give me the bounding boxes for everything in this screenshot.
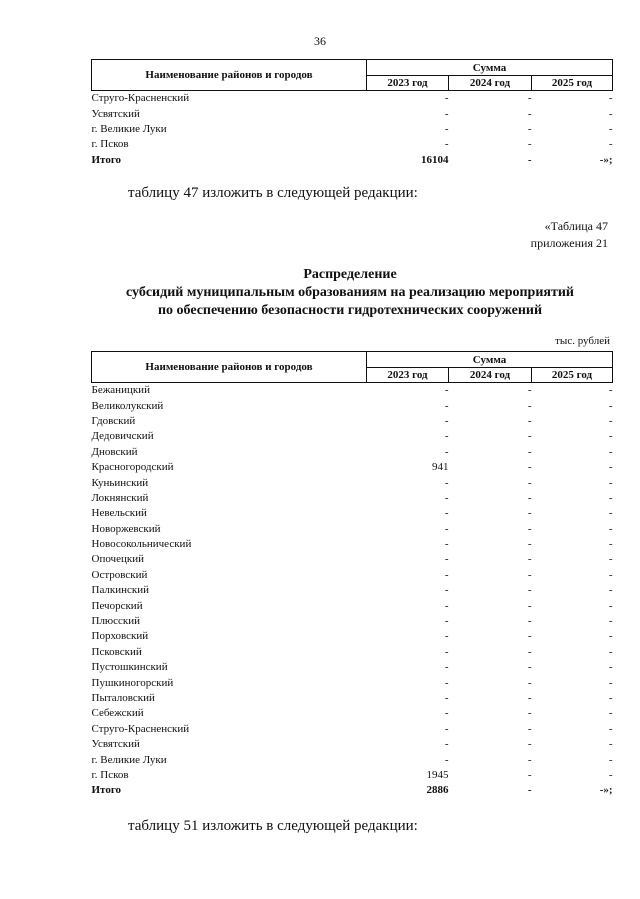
value-2023: -	[444, 676, 449, 689]
value-2025: -	[608, 414, 613, 427]
row-name: Гдовский	[91, 414, 136, 427]
header-year-2023: 2023 год	[367, 368, 449, 383]
header-sum: Сумма	[367, 60, 613, 76]
table-row	[92, 552, 613, 567]
value-2023: -	[444, 399, 449, 412]
table-row	[92, 629, 613, 644]
value-2025: -	[608, 553, 613, 566]
table-row	[92, 768, 613, 783]
table-row	[92, 675, 613, 690]
value-2023: -	[444, 553, 449, 566]
value-2025: -	[608, 599, 613, 612]
value-2024: -	[527, 584, 532, 597]
value-2024: -	[527, 92, 532, 105]
value-2023: -	[444, 414, 449, 427]
value-2025: -	[608, 476, 613, 489]
value-2024: -	[527, 430, 532, 443]
value-2025: -	[608, 722, 613, 735]
table-distribution	[91, 351, 613, 799]
table-row	[92, 568, 613, 583]
value-2025: -	[608, 630, 613, 643]
value-2023: 1945	[426, 768, 449, 781]
value-2025: -	[608, 676, 613, 689]
value-2025: -	[608, 692, 613, 704]
total-row	[92, 783, 613, 798]
value-2024: -	[527, 414, 532, 427]
value-2025: -	[608, 399, 613, 412]
table-row	[92, 506, 613, 521]
row-name: Красногородский	[91, 461, 174, 474]
value-2023: 941	[432, 461, 449, 474]
table-row	[92, 475, 613, 490]
value-2025: -	[608, 107, 613, 120]
value-2025: -	[608, 568, 613, 581]
header-year-2023: 2023 год	[367, 76, 449, 91]
total-row	[92, 153, 613, 168]
value-2023: 2886	[426, 784, 449, 797]
value-2024: -	[527, 568, 532, 581]
header-year-2025: 2025 год	[532, 76, 613, 91]
value-2024: -	[527, 399, 532, 412]
row-name: Усвятский	[91, 107, 140, 120]
header-name-column: Наименование районов и городов	[92, 60, 367, 91]
value-2024: -	[527, 491, 532, 504]
value-2024: -	[527, 738, 532, 751]
table-continuation	[91, 59, 613, 168]
value-2023: -	[444, 430, 449, 443]
value-2025: -	[608, 738, 613, 751]
instruction-table-51: таблицу 51 изложить в следующей редакции:	[128, 818, 418, 834]
table-row	[92, 383, 613, 399]
value-2024: -	[527, 461, 532, 474]
value-2024: -	[527, 122, 532, 135]
row-name: Палкинский	[91, 584, 150, 597]
value-2024: -	[527, 476, 532, 489]
table-row	[92, 429, 613, 444]
value-2023: -	[444, 384, 449, 397]
value-2023: -	[444, 92, 449, 105]
row-name: Локнянский	[91, 491, 149, 504]
table-row	[92, 491, 613, 506]
value-2024: -	[527, 661, 532, 674]
value-2023: -	[444, 507, 449, 520]
row-name: г. Псков	[91, 138, 129, 151]
value-2025: -	[608, 538, 613, 551]
table-row	[92, 583, 613, 598]
table-row	[92, 691, 613, 706]
value-2024: -	[527, 615, 532, 628]
value-2024: -	[527, 692, 532, 704]
row-name: Бежаницкий	[91, 384, 150, 397]
value-2025: -	[608, 768, 613, 781]
row-name: Невельский	[91, 507, 147, 520]
table-reference	[531, 218, 608, 252]
heading-line-1: Распределение	[303, 267, 397, 282]
value-2024: -	[527, 553, 532, 566]
value-2023: -	[444, 599, 449, 612]
row-name: Куньинский	[91, 476, 149, 489]
value-2023: -	[444, 707, 449, 720]
row-name: г. Псков	[91, 768, 129, 781]
value-2025: -	[608, 461, 613, 474]
value-2023: -	[444, 692, 449, 704]
header-sum: Сумма	[367, 352, 613, 368]
table-row	[92, 137, 613, 152]
row-name: Итого	[91, 153, 122, 166]
table-row	[92, 598, 613, 613]
value-2023: -	[444, 538, 449, 551]
table-row	[92, 706, 613, 721]
value-2023: -	[444, 476, 449, 489]
row-name: Новоржевский	[91, 522, 161, 535]
value-2025: -	[608, 615, 613, 628]
row-name: Усвятский	[91, 738, 140, 751]
table-ref-appendix: приложения 21	[530, 236, 608, 250]
row-name: Новосокольнический	[91, 538, 192, 551]
value-2025: -	[608, 92, 613, 105]
value-2025: -	[608, 661, 613, 674]
value-2023: -	[444, 661, 449, 674]
table-row	[92, 91, 613, 107]
row-name: Струго-Красненский	[91, 92, 190, 105]
value-2025: -	[608, 430, 613, 443]
table-row	[92, 445, 613, 460]
table-row	[92, 752, 613, 767]
row-name: Плюсский	[91, 615, 141, 628]
row-name: Порховский	[91, 630, 149, 643]
value-2024: -	[527, 538, 532, 551]
value-2024: -	[527, 507, 532, 520]
value-2025: -	[608, 491, 613, 504]
table-row	[92, 522, 613, 537]
table-row	[92, 645, 613, 660]
value-2025: -	[608, 584, 613, 597]
value-2025: -	[608, 645, 613, 658]
row-name: Себежский	[91, 707, 144, 720]
value-2025: -	[608, 122, 613, 135]
value-2023: -	[444, 722, 449, 735]
value-2023: -	[444, 630, 449, 643]
row-name: Итого	[91, 784, 122, 797]
value-2023: -	[444, 491, 449, 504]
value-2024: -	[527, 768, 532, 781]
value-2023: -	[444, 122, 449, 135]
row-name: Пустошкинский	[91, 661, 168, 674]
instruction-table-47: таблицу 47 изложить в следующей редакции:	[128, 185, 418, 201]
page-number: 36	[314, 34, 326, 48]
row-name: Струго-Красненский	[91, 722, 190, 735]
row-name: Псковский	[91, 645, 142, 658]
header-year-2024: 2024 год	[449, 368, 532, 383]
value-2023: -	[444, 738, 449, 751]
value-2025: -	[608, 445, 613, 458]
value-2023: -	[444, 107, 449, 120]
value-2025: -»;	[599, 153, 613, 166]
value-2023: -	[444, 753, 449, 766]
value-2025: -»;	[599, 784, 613, 797]
value-2024: -	[527, 522, 532, 535]
value-2025: -	[608, 707, 613, 720]
value-2023: -	[444, 445, 449, 458]
table-row	[92, 660, 613, 675]
heading-line-2: субсидий муниципальным образованиям на реализацию мероприятий	[125, 285, 574, 300]
row-name: г. Великие Луки	[91, 122, 167, 135]
value-2025: -	[608, 507, 613, 520]
value-2024: -	[527, 630, 532, 643]
table-row	[92, 106, 613, 121]
table-ref-number: «Таблица 47	[544, 219, 608, 233]
value-2024: -	[527, 107, 532, 120]
value-2024: -	[527, 153, 532, 166]
value-2025: -	[608, 384, 613, 397]
value-2023: -	[444, 615, 449, 628]
value-2024: -	[527, 645, 532, 658]
value-2024: -	[527, 753, 532, 766]
value-2024: -	[527, 445, 532, 458]
value-2023: -	[444, 568, 449, 581]
value-2024: -	[527, 599, 532, 612]
value-2023: -	[444, 584, 449, 597]
value-2024: -	[527, 784, 532, 797]
heading-line-3: по обеспечению безопасности гидротехнических сооружений	[157, 303, 543, 318]
value-2024: -	[527, 676, 532, 689]
value-2024: -	[527, 384, 532, 397]
row-name: г. Великие Луки	[91, 753, 167, 766]
value-2023: 16104	[421, 153, 449, 166]
table-row	[92, 737, 613, 752]
row-name: Дедовичский	[91, 430, 154, 443]
table-row	[92, 537, 613, 552]
value-2024: -	[527, 138, 532, 151]
value-2023: -	[444, 645, 449, 658]
table-heading	[0, 266, 640, 320]
value-2023: -	[444, 138, 449, 151]
row-name: Опочецкий	[91, 553, 144, 566]
value-2024: -	[527, 722, 532, 735]
units-label: тыс. рублей	[555, 335, 610, 347]
header-year-2024: 2024 год	[449, 76, 532, 91]
table-row	[92, 398, 613, 413]
value-2025: -	[608, 138, 613, 151]
row-name: Островский	[91, 568, 148, 581]
row-name: Печорский	[91, 599, 143, 612]
table-row	[92, 414, 613, 429]
row-name: Пушкиногорский	[91, 676, 174, 689]
header-year-2025: 2025 год	[532, 368, 613, 383]
value-2024: -	[527, 707, 532, 720]
table-row	[92, 460, 613, 475]
header-name-column: Наименование районов и городов	[92, 352, 367, 383]
value-2023: -	[444, 522, 449, 535]
row-name: Дновский	[91, 445, 138, 458]
table-row	[92, 722, 613, 737]
value-2025: -	[608, 522, 613, 535]
value-2025: -	[608, 753, 613, 766]
row-name: Великолукский	[91, 399, 164, 412]
table-row	[92, 614, 613, 629]
table-row	[92, 122, 613, 137]
row-name: Пыталовский	[91, 692, 155, 704]
